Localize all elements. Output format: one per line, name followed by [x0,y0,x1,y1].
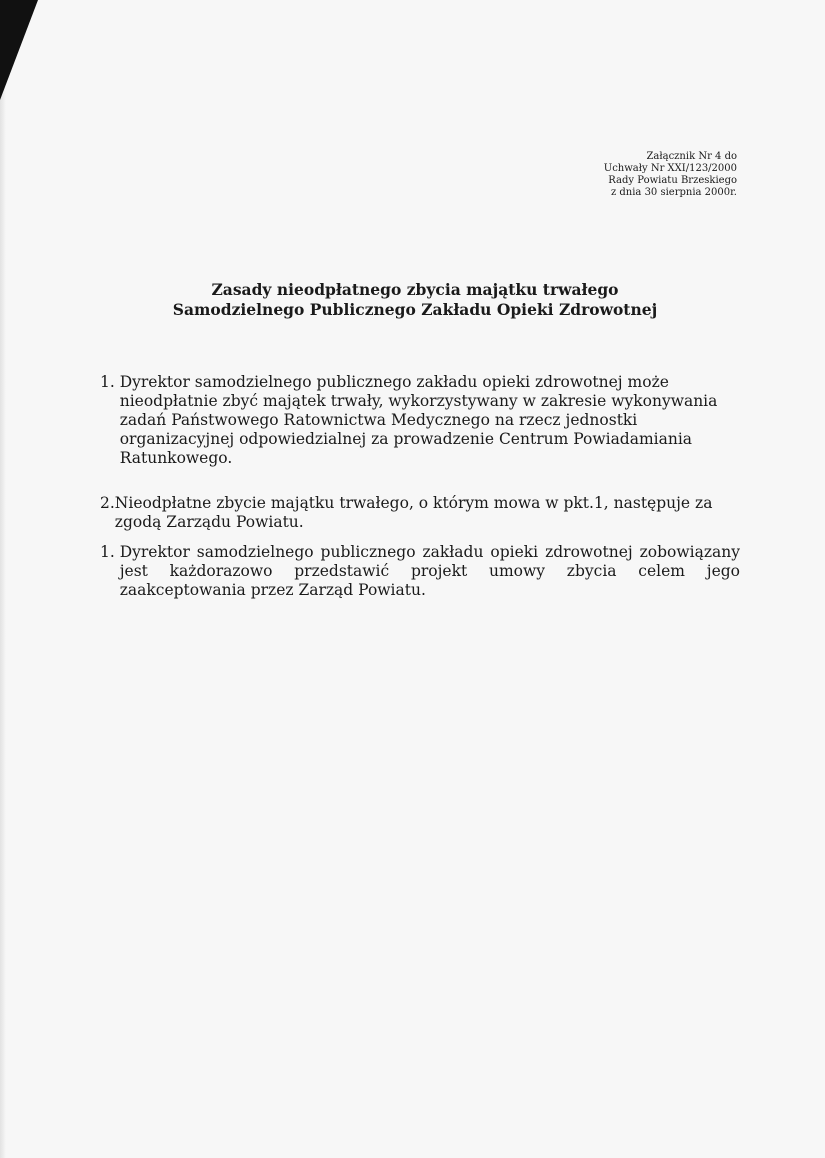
annex-line: z dnia 30 sierpnia 2000r. [610,187,737,198]
document-title [130,280,700,320]
rule-text [120,373,740,468]
rule-line: zadań Państwowego Ratownictwa Medycznego na rzecz jednostki [119,411,638,429]
rule-line: nieodpłatnie zbyć majątek trwały, wykorzystywany w zakresie wykonywania [119,392,718,410]
rule-item [100,373,740,468]
rule-line: jest każdorazowo przedstawić projekt umowy zbycia celem jego [119,562,740,580]
annex-header [557,151,737,199]
rule-line: Ratunkowego. [119,449,233,467]
rule-line: Dyrektor samodzielnego publicznego zakładu opieki zdrowotnej zobowiązany [119,543,740,561]
annex-line: Uchwały Nr XXI/123/2000 [603,163,737,174]
title-line: Zasady nieodpłatnego zbycia majątku trwałego [211,280,619,299]
page-edge-shadow [0,0,6,1158]
rule-text [115,494,740,532]
rule-text [120,543,740,600]
rule-line: zaakceptowania przez Zarząd Powiatu. [119,581,426,599]
title-line: Samodzielnego Publicznego Zakładu Opieki Zdrowotnej [172,300,658,319]
annex-line: Załącznik Nr 4 do [646,151,737,162]
rule-line: organizacyjnej odpowiedzialnej za prowadzenie Centrum Powiadamiania [119,430,693,448]
rule-line: Dyrektor samodzielnego publicznego zakładu opieki zdrowotnej może [119,373,669,391]
rule-number: 2. [100,494,115,512]
scan-corner-shadow [0,0,38,100]
rule-number: 1. [100,373,120,391]
rule-line: zgodą Zarządu Powiatu. [114,513,304,531]
rule-item [100,543,740,600]
rule-item [100,494,740,532]
rule-line: Nieodpłatne zbycie majątku trwałego, o którym mowa w pkt.1, następuje za [114,494,713,512]
rule-number: 1. [100,543,120,561]
annex-line: Rady Powiatu Brzeskiego [608,175,737,186]
